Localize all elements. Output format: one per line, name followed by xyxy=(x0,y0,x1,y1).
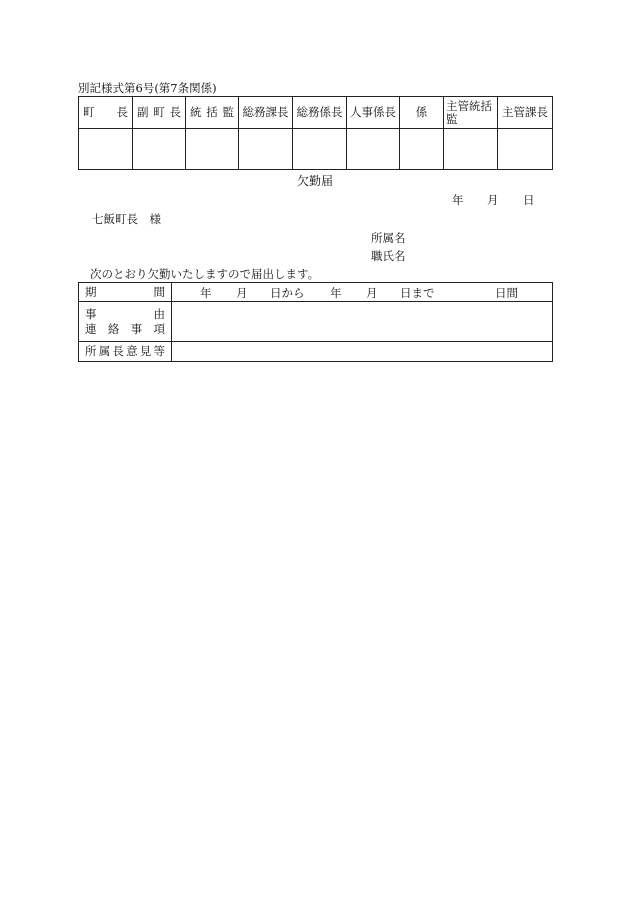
seal-box-general-supervisor[interactable] xyxy=(186,129,239,170)
approval-header-mayor: 町 長 xyxy=(79,97,133,129)
approval-header-personnel-chief: 人事係長 xyxy=(347,97,400,129)
date-year-label: 年 xyxy=(452,193,464,207)
reason-label-cell xyxy=(79,302,172,342)
approval-stamp-table xyxy=(78,96,553,170)
seal-box-general-affairs-director[interactable] xyxy=(239,129,293,170)
period-label: 期 間 xyxy=(85,284,165,299)
document-title: 欠勤届 xyxy=(296,174,333,188)
approval-header-dept-supervisor: 主管統括監 xyxy=(444,97,498,129)
form-number: 別記様式第6号(第7条関係) xyxy=(78,81,217,95)
period-from-label: 日から xyxy=(270,286,305,300)
period-value-cell[interactable] xyxy=(172,283,553,302)
approval-seal-row xyxy=(79,129,553,170)
period-start-month: 月 xyxy=(236,286,248,300)
approval-header-row xyxy=(79,97,553,129)
seal-box-personnel-chief[interactable] xyxy=(347,129,400,170)
intro-text: 次のとおり欠勤いたしますので届出します。 xyxy=(90,267,320,281)
supervisor-opinion-input[interactable] xyxy=(172,342,553,362)
date-day-label: 日 xyxy=(523,193,535,207)
absence-detail-table xyxy=(78,282,553,362)
reason-row xyxy=(79,302,553,342)
addressee: 七飯町長 様 xyxy=(92,212,161,226)
approval-header-general-affairs-director: 総務課長 xyxy=(239,97,293,129)
period-start-year: 年 xyxy=(200,286,212,300)
seal-box-mayor[interactable] xyxy=(79,129,133,170)
opinion-row xyxy=(79,342,553,362)
supervisor-opinion-label: 所属長意見等 xyxy=(85,344,165,358)
period-end-year: 年 xyxy=(330,286,342,300)
seal-box-general-affairs-chief[interactable] xyxy=(293,129,347,170)
position-name-label: 職氏名 xyxy=(371,249,406,263)
approval-header-general-affairs-chief: 総務係長 xyxy=(293,97,347,129)
seal-box-dept-supervisor[interactable] xyxy=(444,129,498,170)
period-end-month: 月 xyxy=(366,286,378,300)
reason-label: 事 由 xyxy=(85,306,165,321)
approval-header-dept-director: 主管課長 xyxy=(498,97,553,129)
reason-contact-input[interactable] xyxy=(172,302,553,342)
affiliation-label: 所属名 xyxy=(371,231,406,245)
seal-box-deputy-mayor[interactable] xyxy=(133,129,186,170)
period-label-cell xyxy=(79,283,172,302)
period-to-label: 日まで xyxy=(400,286,435,300)
approval-header-staff: 係 xyxy=(400,97,444,129)
approval-header-general-supervisor: 統 括 監 xyxy=(186,97,239,129)
contact-label: 連絡事項 xyxy=(85,321,165,336)
period-days-label: 日間 xyxy=(495,286,518,300)
opinion-label-cell xyxy=(79,342,172,362)
seal-box-staff[interactable] xyxy=(400,129,444,170)
date-month-label: 月 xyxy=(487,193,499,207)
approval-header-deputy-mayor: 副 町 長 xyxy=(133,97,186,129)
period-row xyxy=(79,283,553,302)
seal-box-dept-director[interactable] xyxy=(498,129,553,170)
